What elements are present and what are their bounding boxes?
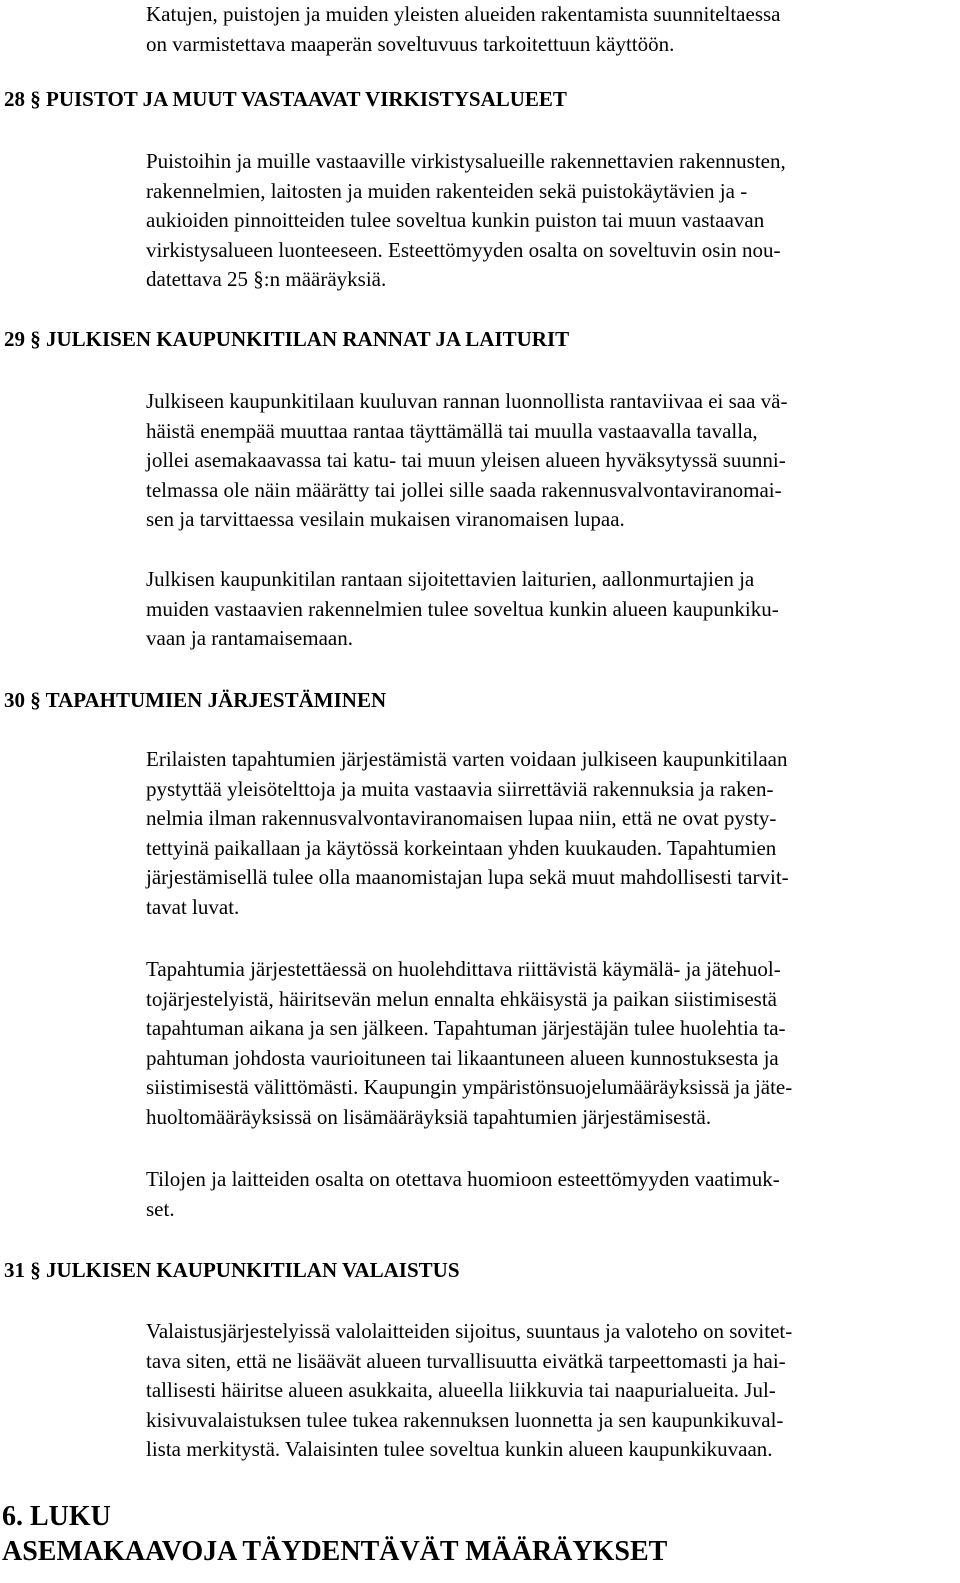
- text-line: siistimisestä välittömästi. Kaupungin ympäristönsuojelumääräyksissä ja jäte-: [146, 1075, 793, 1099]
- intro-paragraph: [146, 0, 946, 59]
- section-31-paragraph-1: [146, 1317, 946, 1465]
- text-line: Tilojen ja laitteiden osalta on otettava huomioon esteettömyyden vaatimuk-: [146, 1167, 780, 1191]
- section-30-heading: 30 § TAPAHTUMIEN JÄRJESTÄMINEN: [4, 688, 387, 712]
- text-line: Valaistusjärjestelyissä valolaitteiden sijoitus, suuntaus ja valoteho on sovitet-: [146, 1319, 793, 1343]
- text-line: telmassa ole näin määrätty tai jollei sille saada rakennusvalvontaviranomai-: [146, 477, 782, 502]
- text-line: muiden vastaavien rakennelmien tulee soveltua kunkin alueen kaupunkiku-: [146, 596, 779, 621]
- text-line: vaan ja rantamaisemaan.: [146, 626, 353, 650]
- chapter-number: 6. LUKU: [2, 1501, 111, 1532]
- section-30-paragraph-2: [146, 955, 946, 1132]
- section-29-paragraph-2: [146, 565, 946, 654]
- text-line: tallisesti häiritse alueen asukkaita, alueella liikkuvia tai naapurialueita. Jul-: [146, 1378, 776, 1402]
- text-line: huoltomääräyksissä on lisämääräyksiä tapahtumien järjestämisestä.: [146, 1104, 712, 1129]
- text-line: Julkisen kaupunkitilan rantaan sijoitettavien laiturien, aallonmurtajien ja: [146, 567, 755, 591]
- text-line: Julkiseen kaupunkitilaan kuuluvan rannan luonnollista rantaviivaa ei saa vä-: [146, 389, 788, 413]
- text-line: rakennelmien, laitosten ja muiden rakenteiden sekä puistokäytävien ja -: [146, 178, 748, 203]
- section-29-heading: 29 § JULKISEN KAUPUNKITILAN RANNAT JA LAITURIT: [4, 327, 570, 351]
- text-line: tava siten, että ne lisäävät alueen turvallisuutta eivätkä tarpeettomasti ja hai-: [146, 1348, 786, 1373]
- text-line: lista merkitystä. Valaisinten tulee soveltua kunkin alueen kaupunkikuvaan.: [146, 1437, 773, 1461]
- text-line: Puistoihin ja muille vastaaville virkistysalueille rakennettavien rakennusten,: [146, 149, 786, 173]
- text-line: järjestämisellä tulee olla maanomistajan lupa sekä muut mahdollisesti tarvit-: [146, 865, 789, 889]
- text-line: datettava 25 §:n määräyksiä.: [146, 267, 387, 291]
- section-29-paragraph-1: [146, 387, 946, 535]
- text-line: tettyinä paikallaan ja käytössä korkeintaan yhden kuukauden. Tapahtumien: [146, 835, 777, 860]
- text-line: jollei asemakaavassa tai katu- tai muun yleisen alueen hyväksytyssä suunni-: [146, 448, 786, 472]
- chapter-title: ASEMAKAAVOJA TÄYDENTÄVÄT MÄÄRÄYKSET: [2, 1536, 668, 1567]
- text-line: Katujen, puistojen ja muiden yleisten alueiden rakentamista suunniteltaessa: [146, 2, 781, 26]
- text-line: aukioiden pinnoitteiden tulee soveltua kunkin puiston tai muun vastaavan: [146, 208, 765, 232]
- text-line: nelmia ilman rakennusvalvontaviranomaisen lupaa niin, että ne ovat pysty-: [146, 806, 777, 830]
- section-31-heading: 31 § JULKISEN KAUPUNKITILAN VALAISTUS: [4, 1258, 460, 1282]
- text-line: tapahtuman aikana ja sen jälkeen. Tapahtuman järjestäjän tulee huolehtia ta-: [146, 1016, 786, 1040]
- text-line: tavat luvat.: [146, 894, 240, 919]
- section-28-heading: 28 § PUISTOT JA MUUT VASTAAVAT VIRKISTYSALUEET: [4, 87, 567, 111]
- text-line: on varmistettava maaperän soveltuvuus tarkoitettuun käyttöön.: [146, 31, 675, 56]
- text-line: pahtuman johdosta vaurioituneen tai likaantuneen alueen kunnostuksesta ja: [146, 1045, 779, 1070]
- text-line: virkistysalueen luonteeseen. Esteettömyyden osalta on soveltuvin osin nou-: [146, 237, 781, 262]
- text-line: Tapahtumia järjestettäessä on huolehdittava riittävistä käymälä- ja jätehuol-: [146, 957, 781, 981]
- text-line: pystyttää yleisötelttoja ja muita vastaavia siirrettäviä rakennuksia ja raken-: [146, 776, 774, 801]
- text-line: Erilaisten tapahtumien järjestämistä varten voidaan julkiseen kaupunkitilaan: [146, 747, 788, 771]
- text-line: häistä enempää muuttaa rantaa täyttämällä tai muulla vastaavalla tavalla,: [146, 418, 758, 443]
- text-line: tojärjestelyistä, häiritsevän melun ennalta ehkäisystä ja paikan siistimisestä: [146, 986, 777, 1011]
- section-30-paragraph-1: [146, 745, 946, 922]
- text-line: kisivuvalaistuksen tulee tukea rakennuksen luonnetta ja sen kaupunkikuval-: [146, 1407, 784, 1432]
- text-line: set.: [146, 1196, 175, 1221]
- section-28-paragraph-1: [146, 147, 946, 295]
- section-30-paragraph-3: [146, 1165, 946, 1224]
- text-line: sen ja tarvittaessa vesilain mukaisen viranomaisen lupaa.: [146, 507, 625, 531]
